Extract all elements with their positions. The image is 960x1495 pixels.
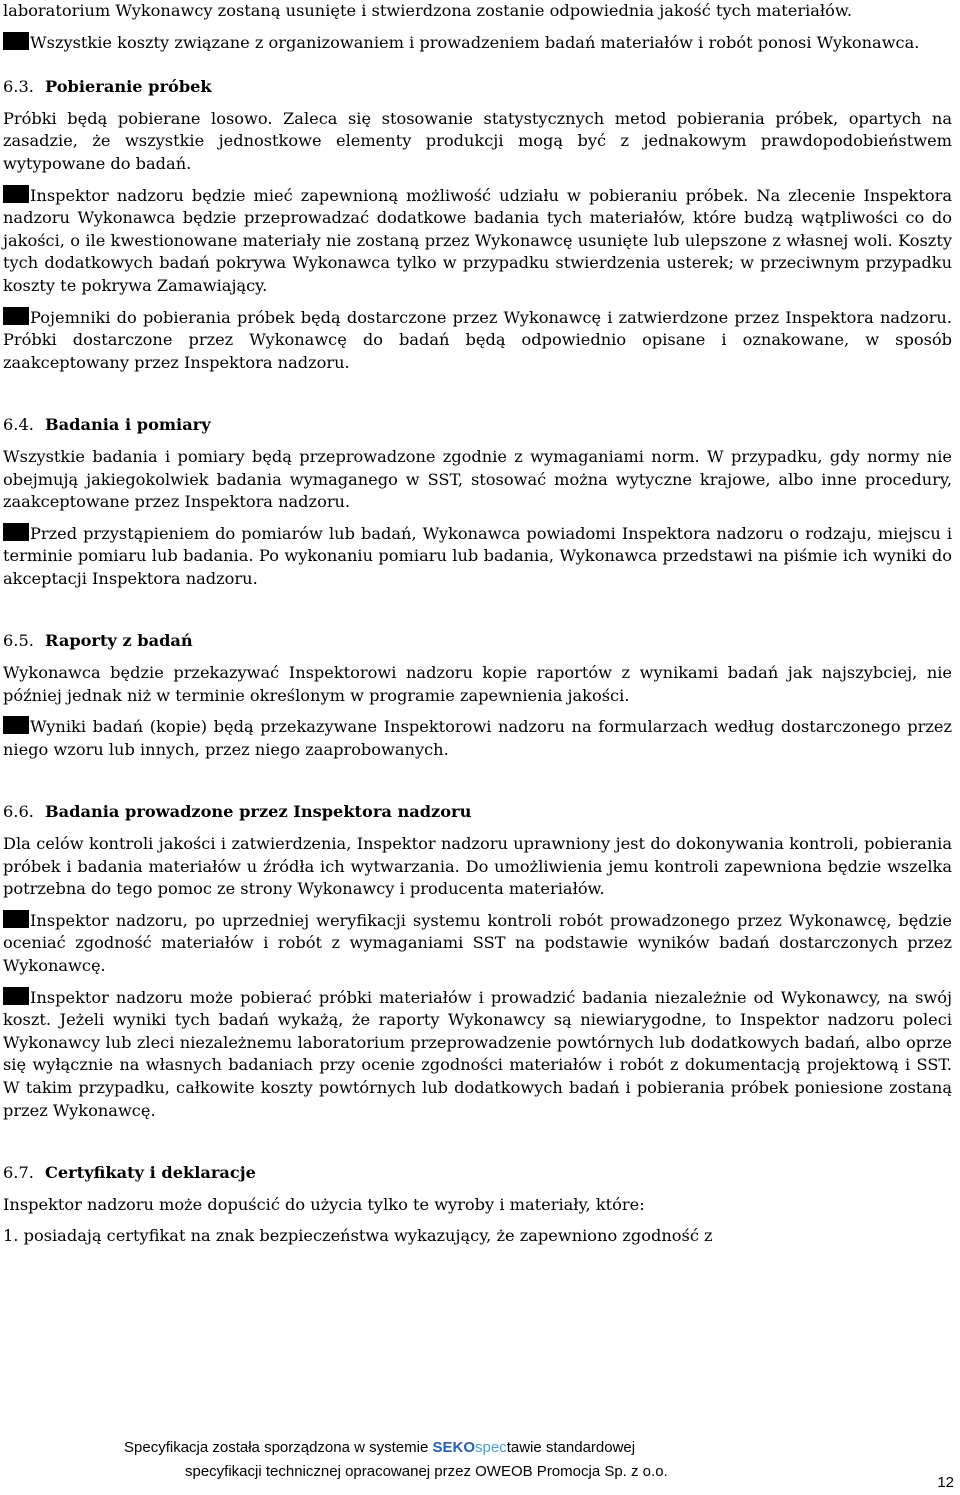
section-heading-6-7 [3, 1162, 952, 1185]
section-title: Certyfikaty i deklaracje [45, 1163, 256, 1183]
paragraph: Wykonawca będzie przekazywać Inspektorowi nadzoru kopie raportów z wynikami badań jak najszybciej, nie później jednak niż w terminie określonym w programie zapewnienia jakości. [3, 663, 952, 705]
section-heading-6-6 [3, 801, 952, 824]
paragraph: Dla celów kontroli jakości i zatwierdzenia, Inspektor nadzoru uprawniony jest do dokonywania kontroli, pobierania próbek i badania materiałów u źródła ich wytwarzania. Do umożliwienia jemu kontroli zapewniona będzie wszelka potrzebna do tego pomoc ze strony Wykonawcy i producenta materiałów. [3, 834, 952, 899]
section-title: Pobieranie próbek [45, 77, 212, 97]
section-title: Badania prowadzone przez Inspektora nadzoru [45, 802, 472, 822]
paragraph [3, 185, 952, 298]
paragraph-text: Wszystkie koszty związane z organizowaniem i prowadzeniem badań materiałów i robót ponosi Wykonawca. [30, 32, 920, 52]
paragraph: Próbki będą pobierane losowo. Zaleca się stosowanie statystycznych metod pobierania próbek, opartych na zasadzie, że wszystkie jednostkowe elementy produkcji mogą być z jednakowym prawdopodobieństwem wytypowane do badań. [3, 108, 952, 173]
paragraph-text: Przed przystąpieniem do pomiarów lub badań, Wykonawca powiadomi Inspektora nadzoru o rodzaju, miejscu i terminie pomiaru lub badania. Po wykonaniu pomiaru lub badania, Wykonawca przedstawi na piśmie ich wyniki do akceptacji Inspektora nadzoru. [3, 523, 952, 588]
section-title: Raporty z badań [45, 631, 193, 651]
marker-block [3, 910, 29, 928]
paragraph-text: Inspektor nadzoru będzie mieć zapewnioną możliwość udziału w pobieraniu próbek. Na zlecenie Inspektora nadzoru Wykonawca będzie przeprowadzać dodatkowe badania tych materiałów, które budzą wątpliwości co do jakości, o ile kwestionowane materiały nie zostaną przez Wykonawcę usunięte lub ulepszone z własnej woli. Koszty tych dodatkowych badań pokrywa Wykonawca tylko w przypadku stwierdzenia usterek; w przeciwnym przypadku koszty te pokrywa Zamawiający. [3, 185, 952, 295]
brand-logo-seko: SEKO [432, 1439, 475, 1456]
paragraph [3, 910, 952, 978]
section-number: 6.4. [3, 415, 34, 435]
paragraph: Inspektor nadzoru może dopuścić do użycia tylko te wyroby i materiały, które: [3, 1194, 645, 1214]
footer-line-2: specyfikacji technicznej opracowanej przez OWEOB Promocja Sp. z o.o. [185, 1463, 668, 1480]
section-number: 6.5. [3, 631, 34, 651]
page-number: 12 [937, 1474, 954, 1491]
paragraph-text: Inspektor nadzoru, po uprzedniej weryfikacji systemu kontroli robót prowadzonego przez Wykonawcę, będzie oceniać zgodność materiałów i robót z wymaganiami SST na podstawie wyników badań dostarczonych przez Wykonawcę. [3, 910, 952, 975]
marker-block [3, 185, 29, 203]
intro-paragraph: laboratorium Wykonawcy zostaną usunięte i stwierdzona zostanie odpowiednia jakość tych materiałów. [3, 1, 852, 20]
paragraph: Wszystkie badania i pomiary będą przeprowadzone zgodnie z wymaganiami norm. W przypadku, gdy normy nie obejmują jakiegokolwiek badania wymaganego w SST, stosować można wytyczne krajowe, albo inne procedury, zaakceptowane przez Inspektora nadzoru. [3, 446, 952, 512]
paragraph [3, 716, 952, 761]
footer-text: Specyfikacja została sporządzona w systemie [124, 1439, 433, 1456]
brand-logo-spec: spec [475, 1439, 507, 1456]
intro-costs-paragraph [3, 32, 952, 55]
section-heading-6-4 [3, 414, 952, 437]
section-number: 6.3. [3, 77, 34, 97]
section-heading-6-5 [3, 630, 952, 653]
document-body [3, 0, 952, 1248]
footer-text: tawie standardowej [506, 1439, 636, 1456]
section-number: 6.7. [3, 1163, 34, 1183]
section-number: 6.6. [3, 802, 34, 822]
section-title: Badania i pomiary [45, 415, 211, 435]
marker-block [3, 307, 29, 325]
marker-block [3, 716, 29, 734]
paragraph [3, 987, 952, 1123]
marker-block [3, 987, 29, 1005]
marker-block [3, 523, 29, 541]
paragraph-text: Wyniki badań (kopie) będą przekazywane Inspektorowi nadzoru na formularzach według dostarczonego przez niego wzoru lub innych, przez niego zaaprobowanych. [3, 717, 952, 759]
paragraph-text: Inspektor nadzoru może pobierać próbki materiałów i prowadzić badania niezależnie od Wykonawcy, na swój koszt. Jeżeli wyniki tych badań wykażą, że raporty Wykonawcy są niewiarygodne, to Inspektor nadzoru poleci Wykonawcy lub zleci niezależnemu laboratorium przeprowadzenie powtórnych lub dodatkowych badań, albo oprze się wyłącznie na własnych badaniach przy ocenie zgodności materiałów i robót z dokumentacją projektową i SST. W takim przypadku, całkowite koszty powtórnych lub dodatkowych badań i pobierania próbek poniesione zostaną przez Wykonawcę. [3, 987, 952, 1120]
list-item: 1. posiadają certyfikat na znak bezpieczeństwa wykazujący, że zapewniono zgodność z [3, 1226, 713, 1246]
paragraph-text: Pojemniki do pobierania próbek będą dostarczone przez Wykonawcę i zatwierdzone przez Inspektora nadzoru. Próbki dostarczone przez Wykonawcę do badań będą odpowiednio opisane i oznakowane, w sposób zaakceptowany przez Inspektora nadzoru. [3, 307, 952, 372]
paragraph [3, 523, 952, 591]
section-heading-6-3 [3, 76, 952, 99]
footer-line-1 [124, 1436, 635, 1460]
marker-block [3, 32, 29, 50]
paragraph [3, 307, 952, 375]
